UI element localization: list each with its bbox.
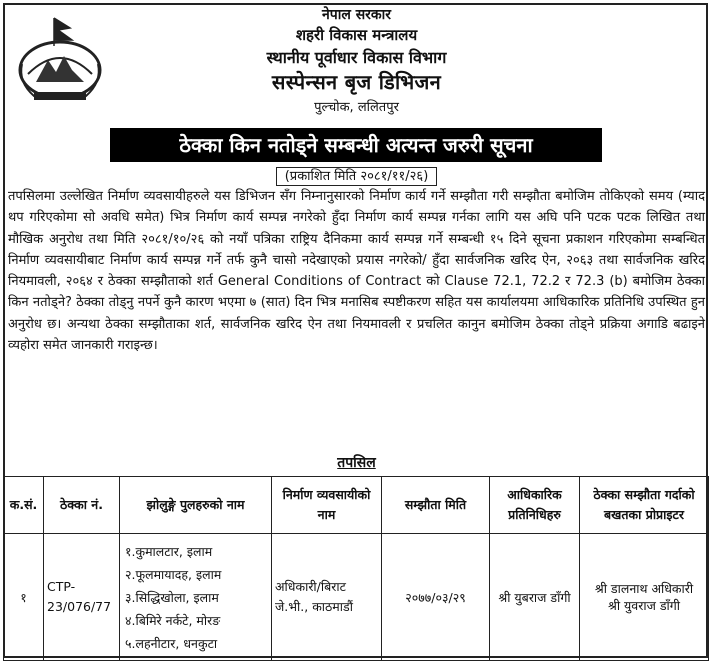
header-agreement-date: सम्झौता मिति xyxy=(382,477,490,534)
cell-agreement-date: २०७७/०३/२९ xyxy=(382,534,490,661)
header-bridge-names: झोलुङ्गे पुलहरुको नाम xyxy=(120,477,272,534)
cell-representative: श्री युबराज डाँगी xyxy=(490,534,580,661)
schedule-title: तपसिल xyxy=(337,455,376,471)
bridge-item: १.कुमालटार, इलाम xyxy=(125,543,213,559)
bridge-item: ३.सिद्धिखोला, इलाम xyxy=(125,589,219,605)
header-sn: क.सं. xyxy=(4,477,44,534)
header-department: स्थानीय पूर्वाधार विकास विभाग xyxy=(266,48,447,67)
proprietor-item: श्री डालनाथ अधिकारी xyxy=(594,581,694,596)
cell-contractor: अधिकारी/बिराट जे.भी., काठमाडौं xyxy=(272,534,382,661)
bridge-item: ५.लहनीटार, धनकुटा xyxy=(125,635,218,651)
header-contract-no: ठेक्का नं. xyxy=(44,477,120,534)
bridge-item: ४.बिमिरे नर्कटे, मोरङ xyxy=(125,612,221,628)
notice-title-banner: ठेक्का किन नतोड्ने सम्बन्धी अत्यन्त जरुरी सूचना xyxy=(110,128,602,162)
schedule-table xyxy=(3,476,709,661)
header-representative: आधिकारिक प्रतिनिधिहरु xyxy=(490,477,580,534)
header-contractor: निर्माण व्यवसायीको नाम xyxy=(272,477,382,534)
table-header-row xyxy=(4,477,709,534)
cell-proprietors xyxy=(580,534,709,661)
header-address: पुल्चोक, ललितपुर xyxy=(314,100,399,115)
cell-bridges xyxy=(120,534,272,661)
proprietor-item: श्री युवराज डाँगी xyxy=(607,598,681,613)
header-proprietor: ठेक्का सम्झौता गर्दाको बखतका प्रोप्राइटर xyxy=(580,477,709,534)
cell-sn: १ xyxy=(4,534,44,661)
published-date: (प्रकाशित मिति २०८१/११/२६) xyxy=(0,166,713,184)
header-division: सस्पेन्सन बृज डिभिजन xyxy=(271,70,442,94)
header-ministry: शहरी विकास मन्त्रालय xyxy=(295,26,418,44)
table-row xyxy=(4,534,709,661)
header-govt: नेपाल सरकार xyxy=(321,7,391,23)
cell-contract-no: CTP-23/076/77 xyxy=(44,534,120,661)
bridge-item: २.फूलमायादह, इलाम xyxy=(125,566,222,582)
notice-body: तपसिलमा उल्लेखित निर्माण व्यवसायीहरुले यस डिभिजन सँग निम्नानुसारको निर्माण कार्य गर्ने सम्झौता गरी सम्झौता बमोजिम तोकिएको समय (म्याद थप गरिएकोमा सो अवधि समेत) भित्र निर्माण कार्य सम्पन्न नगरेको हुँदा निर्माण कार्य सम्पन्न गर्नका लागि यस अघि पनि पटक पटक लिखित तथा मौखिक अनुरोध तथा मिति २०८१/१०/२६ को नयाँ पत्रिका राष्ट्रिय दैनिकमा कार्य सम्पन्न गर्ने सम्बन्धी १५ दिने सूचना प्रकाशन गरिएकोमा सम्बन्धित निर्माण व्यवसायीबाट निर्माण कार्य सम्पन्न गर्ने तर्फ कुनै चासो नदेखाएको प्रयास नगरेको/ हुँदा सार्वजनिक खरिद ऐन, २०६३ तथा सार्वजनिक खरिद नियमावली, २०६४ र ठेक्का सम्झौताको शर्त General Conditions of Contract को Clause 72.1, 72.2 र 72.3 (b) बमोजिम ठेक्का किन नतोड्ने? ठेक्का तोड्नु नपर्ने कुनै कारण भएमा ७ (सात) दिन भित्र मनासिब स्पष्टीकरण सहित यस कार्यालयमा आधिकारिक प्रतिनिधि उपस्थित हुन अनुरोध छ। अन्यथा ठेक्का सम्झौताका शर्त, सार्वजनिक खरिद ऐन तथा नियमावली र प्रचलित कानुन बमोजिम ठेक्का तोड्ने प्रक्रिया अगाडि बढाइने व्यहोरा समेत जानकारी गराइन्छ। xyxy=(8,189,705,354)
